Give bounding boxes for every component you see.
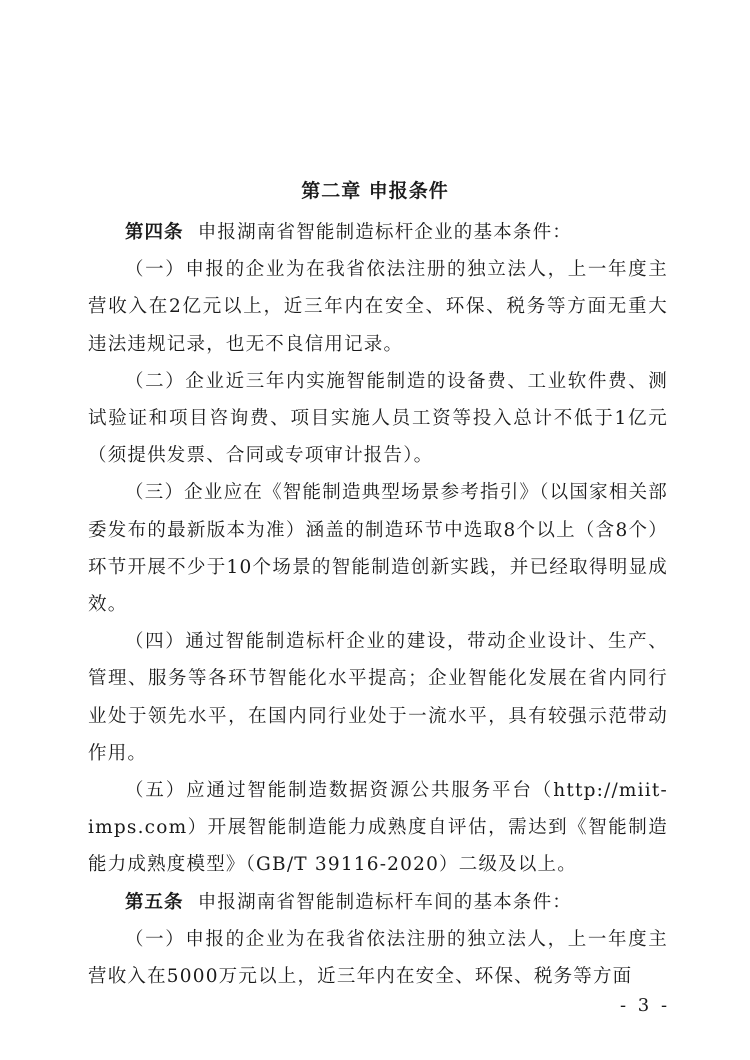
article-4-heading (88, 214, 668, 251)
paragraph: （五）应通过智能制造数据资源公共服务平台（http://miit-imps.com）开展智能制造能力成熟度自评估，需达到《智能制造能力成熟度模型》（GB/T 39116-2020）二级及以上。 (88, 780, 668, 876)
article-label: 第四条 (125, 222, 184, 243)
paragraph-text: 申报湖南省智能制造标杆企业的基本条件： (197, 222, 572, 243)
paragraph: （一）申报的企业为在我省依法注册的独立法人，上一年度主营收入在2亿元以上，近三年内在安全、环保、税务等方面无重大违法违规记录，也无不良信用记录。 (88, 259, 668, 355)
paragraph: （二）企业近三年内实施智能制造的设备费、工业软件费、测试验证和项目咨询费、项目实施人员工资等投入总计不低于1亿元（须提供发票、合同或专项审计报告）。 (88, 370, 668, 467)
page-number: - 3 - (620, 995, 671, 1016)
chapter-title: 第二章 申报条件 (301, 180, 449, 202)
paragraph: （一）申报的企业为在我省依法注册的独立法人，上一年度主营收入在5000万元以上，近三年内在安全、环保、税务等方面 (88, 928, 668, 988)
paragraph-text: 申报湖南省智能制造标杆车间的基本条件： (197, 891, 572, 913)
paragraph: （四）通过智能制造标杆企业的建设，带动企业设计、生产、管理、服务等各环节智能化水平提高；企业智能化发展在省内同行业处于领先水平，在国内同行业处于一流水平，具有较强示范带动作用。 (88, 631, 668, 764)
article-5-heading (88, 884, 668, 921)
article-label: 第五条 (125, 891, 184, 913)
paragraph: （三）企业应在《智能制造典型场景参考指引》（以国家相关部委发布的最新版本为准）涵盖的制造环节中选取8个以上（含8个）环节开展不少于10个场景的智能制造创新实践，并已经取得明显成效。 (88, 482, 668, 616)
document-body (88, 214, 668, 995)
